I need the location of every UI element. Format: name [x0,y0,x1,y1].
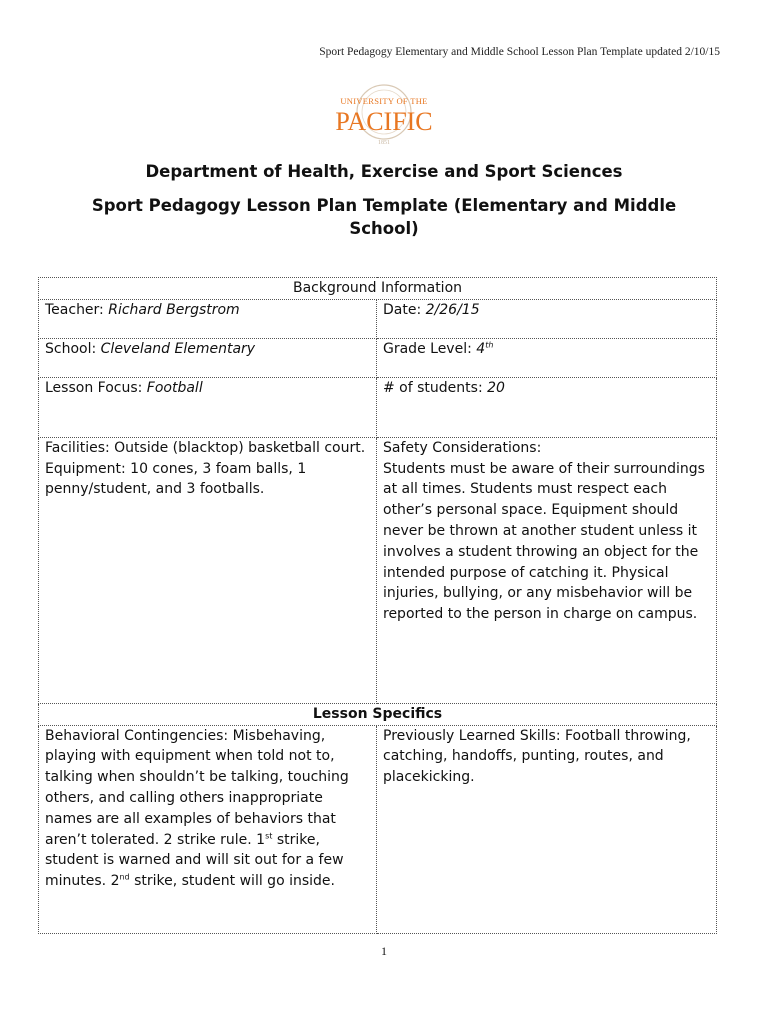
logo-top-text: UNIVERSITY OF THE [340,96,428,106]
teacher-value: Richard Bergstrom [108,301,240,318]
safety-label: Safety Considerations: [383,439,542,456]
school-cell [39,338,377,377]
safety-text: Students must be aware of their surroundings at all times. Students must respect each other’s personal space. Equipment should never be thrown at another student unless it involves a student throwing an object for the intended purpose of catching it. Physical injuries, bullying, or any misbehavior will be reported to the person in charge on campus. [383,460,705,623]
students-label: # of students: [383,379,483,396]
department-title: Department of Health, Exercise and Sport Sciences [145,162,623,181]
behavior-sup-2: nd [119,872,130,882]
school-label: School: [45,340,97,357]
grade-value: 4 [476,340,486,357]
specifics-heading: Lesson Specifics [39,703,717,725]
background-heading: Background Information [39,278,717,300]
grade-label: Grade Level: [383,340,472,357]
header-note: Sport Pedagogy Elementary and Middle School Lesson Plan Template updated 2/10/15 [319,46,720,58]
skills-cell [377,725,717,933]
date-value: 2/26/15 [425,301,480,318]
teacher-label: Teacher: [45,301,104,318]
students-cell [377,377,717,437]
logo-main-text: PACIFIC [335,107,433,136]
logo-seal-year: 1851 [378,140,390,146]
safety-cell [377,437,717,703]
behavior-text-3: strike, student will go inside. [129,873,335,890]
pacific-logo-image [330,82,438,152]
behavior-text-2: strike, student is warned and will sit out for a few minutes. 2 [45,831,344,890]
university-logo [330,82,438,152]
date-cell [377,299,717,338]
page-number: 1 [381,944,387,958]
skills-text: Previously Learned Skills: Football throwing, catching, handoffs, punting, routes, and placekicking. [383,727,691,786]
teacher-cell [39,299,377,338]
focus-cell [39,377,377,437]
equipment-text: Equipment: 10 cones, 3 foam balls, 1 penny/student, and 3 footballs. [45,460,307,498]
behavior-sup-1: st [265,830,273,840]
facilities-text: Facilities: Outside (blacktop) basketball court. [45,439,366,456]
lesson-plan-table [38,277,717,934]
behavior-text-1: Behavioral Contingencies: Misbehaving, playing with equipment when told not to, talking when shouldn’t be talking, touching others, and calling others inappropriate names are all examples of behaviors that aren’t tolerated. 2 strike rule. 1 [45,727,349,848]
date-label: Date: [383,301,422,318]
facilities-cell [39,437,377,703]
plan-title: Sport Pedagogy Lesson Plan Template (Elementary and Middle School) [91,196,677,238]
school-value: Cleveland Elementary [100,340,256,357]
students-value: 20 [487,379,505,396]
behavior-cell [39,725,377,933]
focus-value: Football [146,379,203,396]
focus-label: Lesson Focus: [45,379,143,396]
grade-suffix: th [485,340,494,350]
grade-cell [377,338,717,377]
